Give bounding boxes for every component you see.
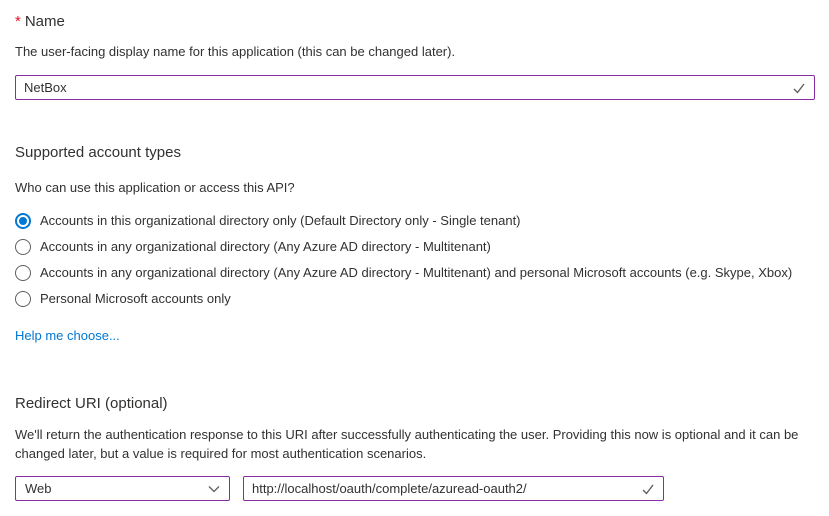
- chevron-down-icon: [207, 482, 221, 496]
- required-asterisk: *: [15, 13, 21, 30]
- radio-button-icon: [15, 239, 31, 255]
- name-section-heading: [15, 12, 815, 32]
- radio-button-icon: [15, 213, 31, 229]
- account-types-radio-group: [15, 208, 815, 312]
- radio-option-label: Accounts in any organizational directory (Any Azure AD directory - Multitenant): [40, 239, 491, 254]
- account-types-question: Who can use this application or access this API?: [15, 180, 295, 195]
- redirect-uri-row: [15, 476, 815, 501]
- radio-option-multitenant[interactable]: [15, 234, 815, 260]
- radio-option-personal-only[interactable]: [15, 286, 815, 312]
- radio-button-icon: [15, 265, 31, 281]
- account-types-heading: Supported account types: [15, 144, 181, 161]
- radio-option-label: Personal Microsoft accounts only: [40, 291, 231, 306]
- name-field-wrap: [15, 75, 815, 100]
- platform-select[interactable]: [15, 476, 230, 501]
- redirect-uri-description: We'll return the authentication response to this URI after successfully authenticating the user. Providing this now is optional and it can be changed later, but a value is required for most authentication scenarios.: [15, 427, 799, 461]
- name-description: The user-facing display name for this application (this can be changed later).: [15, 44, 456, 59]
- help-me-choose-link[interactable]: Help me choose...: [15, 328, 120, 343]
- radio-option-multitenant-personal[interactable]: [15, 260, 815, 286]
- platform-select-value: Web: [25, 481, 52, 496]
- redirect-uri-field-wrap: [243, 476, 664, 501]
- redirect-uri-input[interactable]: [243, 476, 664, 501]
- radio-option-single-tenant[interactable]: [15, 208, 815, 234]
- name-label: Name: [24, 13, 65, 30]
- name-input[interactable]: [15, 75, 815, 100]
- radio-option-label: Accounts in this organizational directory only (Default Directory only - Single tenant): [40, 213, 521, 228]
- redirect-uri-heading: Redirect URI (optional): [15, 395, 168, 412]
- radio-button-icon: [15, 291, 31, 307]
- radio-option-label: Accounts in any organizational directory (Any Azure AD directory - Multitenant) and personal Microsoft accounts (e.g. Skype, Xbox): [40, 265, 793, 280]
